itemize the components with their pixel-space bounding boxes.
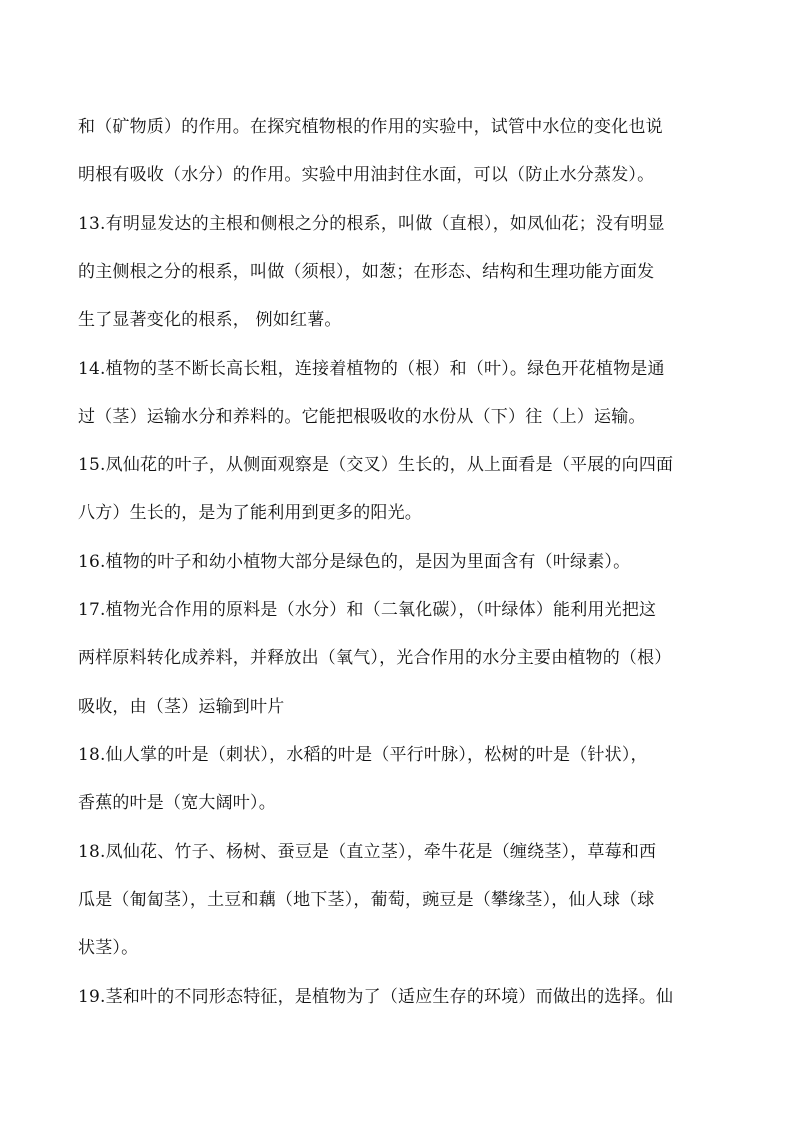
text-line: 瓜是（匍匐茎），土豆和藕（地下茎），葡萄，豌豆是（攀缘茎），仙人球（球: [78, 890, 655, 910]
text-line: 18.仙人掌的叶是（刺状），水稻的叶是（平行叶脉），松树的叶是（针状），: [78, 745, 648, 765]
text-line: 两样原料转化成养料，并释放出（氧气），光合作用的水分主要由植物的（根）: [78, 648, 672, 668]
text-line: 13.有明显发达的主根和侧根之分的根系，叫做（直根），如凤仙花；没有明显: [78, 214, 665, 234]
text-line: 16.植物的叶子和幼小植物大部分是绿色的，是因为里面含有（叶绿素）。: [78, 552, 631, 572]
text-line: 14.植物的茎不断长高长粗，连接着植物的（根）和（叶）。绿色开花植物是通: [78, 359, 665, 379]
text-line: 的主侧根之分的根系，叫做（须根），如葱；在形态、结构和生理功能方面发: [78, 262, 655, 282]
text-line: 吸收，由（茎）运输到叶片: [78, 697, 285, 717]
text-line: 生了显著变化的根系， 例如红薯。: [78, 310, 342, 330]
text-line: 19.茎和叶的不同形态特征，是植物为了（适应生存的环境）而做出的选择。仙: [78, 987, 674, 1007]
text-line: 状茎）。: [78, 938, 139, 958]
text-line: 15.凤仙花的叶子，从侧面观察是（交叉）生长的，从上面看是（平展的向四面: [78, 455, 674, 475]
text-line: 八方）生长的，是为了能利用到更多的阳光。: [78, 503, 422, 523]
text-line: 明根有吸收（水分）的作用。实验中用油封住水面，可以（防止水分蒸发）。: [78, 165, 655, 185]
text-line: 和（矿物质）的作用。在探究植物根的作用的实验中，试管中水位的变化也说: [78, 117, 663, 137]
text-line: 17.植物光合作用的原料是（水分）和（二氧化碳），（叶绿体）能利用光把这: [78, 600, 657, 620]
text-line: 18.凤仙花、竹子、杨树、蚕豆是（直立茎），牵牛花是（缠绕茎），草莓和西: [78, 842, 657, 862]
text-line: 香蕉的叶是（宽大阔叶）。: [78, 793, 276, 813]
text-line: 过（茎）运输水分和养料的。它能把根吸收的水份从（下）往（上）运输。: [78, 407, 646, 427]
